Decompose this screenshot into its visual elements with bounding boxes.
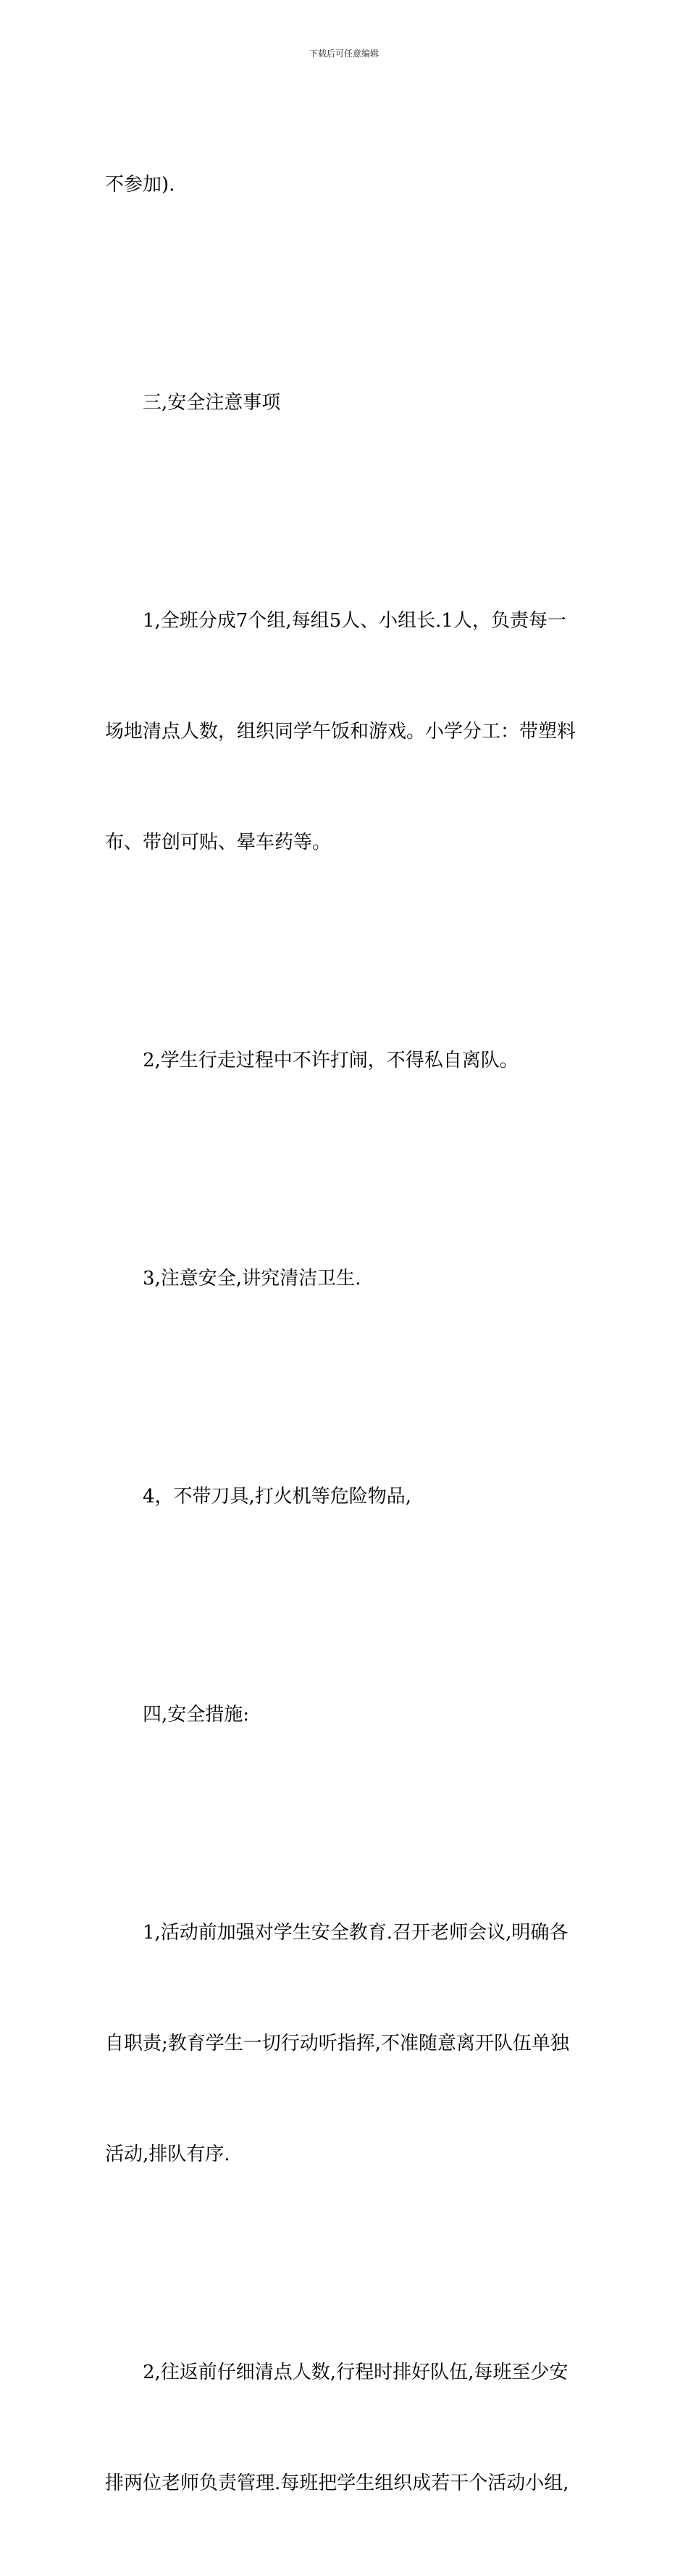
page-header: 下载后可任意编辑 (309, 49, 379, 59)
text-line: 自职责;教育学生一切行动听指挥,不准随意离开队伍单独 (105, 2033, 570, 2054)
section-heading-safety-notes (105, 311, 587, 495)
text-line: 场地清点人数，组织同学午饭和游戏。小学分工：带塑料 (105, 721, 576, 743)
text-line: 四,安全措施: (105, 1704, 250, 1726)
text-line: 2,学生行走过程中不许打闹，不得私自离队。 (105, 1050, 519, 1071)
paragraph-item-4 (105, 1405, 587, 1589)
text-line: 活动,排队有序. (105, 2144, 230, 2165)
text-line: 不参加). (105, 174, 175, 196)
text-line: 1,活动前加强对学生安全教育.召开老师会议,明确各 (105, 1922, 569, 1944)
text-line: 排两位老师负责管理.每班把学生组织成若干个活动小组, (105, 2472, 569, 2494)
paragraph-item-2 (105, 969, 587, 1153)
paragraph-continuation (105, 93, 587, 277)
document-body (105, 93, 587, 2576)
text-line: 2,往返前仔细清点人数,行程时排好队伍,每班至少安 (105, 2362, 569, 2383)
paragraph-measure-1 (105, 1841, 587, 2247)
text-line: 布、带创可贴、晕车药等。 (105, 832, 332, 853)
paragraph-item-1 (105, 529, 587, 935)
text-line: 1,全班分成7个组,每组5人、小组长.1人，负责每一 (105, 610, 566, 632)
text-line: 三,安全注意事项 (105, 392, 281, 414)
text-line: 3,注意安全,讲究清洁卫生. (105, 1268, 361, 1289)
text-line: 4，不带刀具,打火机等危险物品, (105, 1486, 412, 1507)
paragraph-measure-2 (105, 2280, 587, 2576)
paragraph-item-3 (105, 1187, 587, 1371)
section-heading-safety-measures (105, 1623, 587, 1807)
